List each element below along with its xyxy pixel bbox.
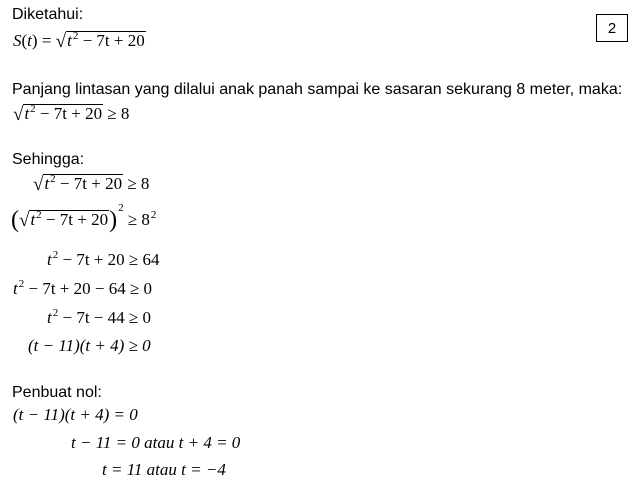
step-6: (t − 11)(t + 4) ≥ 0 bbox=[28, 336, 151, 355]
radicand bbox=[66, 31, 146, 52]
radical bbox=[33, 174, 123, 195]
big-paren-close: ) bbox=[109, 207, 118, 233]
exponent: 2 bbox=[50, 173, 56, 185]
radicand-tail: − 7t + 20 bbox=[41, 210, 109, 229]
radical bbox=[13, 104, 103, 125]
var-t: t bbox=[30, 210, 36, 229]
paren-open: ( bbox=[21, 31, 28, 50]
radical-sign: √ bbox=[55, 31, 67, 52]
radical-sign: √ bbox=[13, 104, 24, 125]
statement-text: Panjang lintasan yang dilalui anak panah sampai ke sasaran sekurang 8 meter, maka: bbox=[12, 81, 623, 98]
symbol-t: t bbox=[27, 31, 32, 50]
inequality-initial bbox=[13, 104, 129, 125]
step-4-tail: − 7t + 20 − 64 ≥ 0 bbox=[24, 279, 153, 298]
big-paren-open: ( bbox=[11, 207, 19, 233]
paren-close: ) bbox=[31, 31, 38, 50]
radical bbox=[19, 210, 109, 231]
radical-sign: √ bbox=[33, 174, 44, 195]
var-t: t bbox=[13, 279, 18, 298]
given-function bbox=[13, 31, 146, 52]
step-4 bbox=[13, 279, 152, 301]
exponent: 2 bbox=[36, 209, 42, 221]
exponent: 2 bbox=[52, 249, 59, 261]
radicand bbox=[23, 104, 103, 125]
radicand-tail: − 7t + 20 bbox=[55, 174, 123, 193]
var-t: t bbox=[47, 250, 52, 269]
heading-known: Diketahui: bbox=[12, 6, 84, 23]
step-3-tail: − 7t + 20 ≥ 64 bbox=[58, 250, 160, 269]
step-1 bbox=[33, 174, 149, 195]
step-2 bbox=[11, 202, 157, 233]
zero-step-3: t = 11 atau t = −4 bbox=[102, 460, 226, 479]
exponent: 2 bbox=[52, 307, 59, 319]
equals-sign: = bbox=[41, 31, 52, 50]
ge-8: ≥ 8 bbox=[127, 174, 150, 193]
outer-exponent: 2 bbox=[118, 202, 124, 214]
symbol-s: S bbox=[13, 31, 22, 50]
exponent: 2 bbox=[30, 103, 36, 115]
var-t: t bbox=[24, 104, 30, 123]
exponent: 2 bbox=[18, 278, 25, 290]
step-3 bbox=[47, 250, 159, 272]
zero-step-2: t − 11 = 0 atau t + 4 = 0 bbox=[71, 433, 241, 452]
radicand bbox=[29, 210, 109, 231]
var-t: t bbox=[47, 308, 52, 327]
ge-8: ≥ 8 bbox=[127, 210, 150, 229]
radicand-tail: − 7t + 20 bbox=[35, 104, 103, 123]
zero-step-1: (t − 11)(t + 4) = 0 bbox=[13, 405, 138, 424]
exponent: 2 bbox=[72, 30, 79, 42]
var-t: t bbox=[44, 174, 50, 193]
page-number-box: 2 bbox=[596, 14, 628, 42]
radicand-tail: − 7t + 20 bbox=[78, 31, 145, 50]
heading-zero-maker: Penbuat nol: bbox=[12, 384, 102, 401]
radical-sign: √ bbox=[19, 210, 30, 231]
radicand bbox=[43, 174, 123, 195]
step-5-tail: − 7t − 44 ≥ 0 bbox=[58, 308, 151, 327]
rhs-exponent: 2 bbox=[150, 209, 157, 221]
step-5 bbox=[47, 308, 151, 330]
ge-8: ≥ 8 bbox=[107, 104, 130, 123]
heading-therefore: Sehingga: bbox=[12, 151, 85, 168]
radical bbox=[56, 31, 146, 52]
var-t: t bbox=[67, 31, 72, 50]
